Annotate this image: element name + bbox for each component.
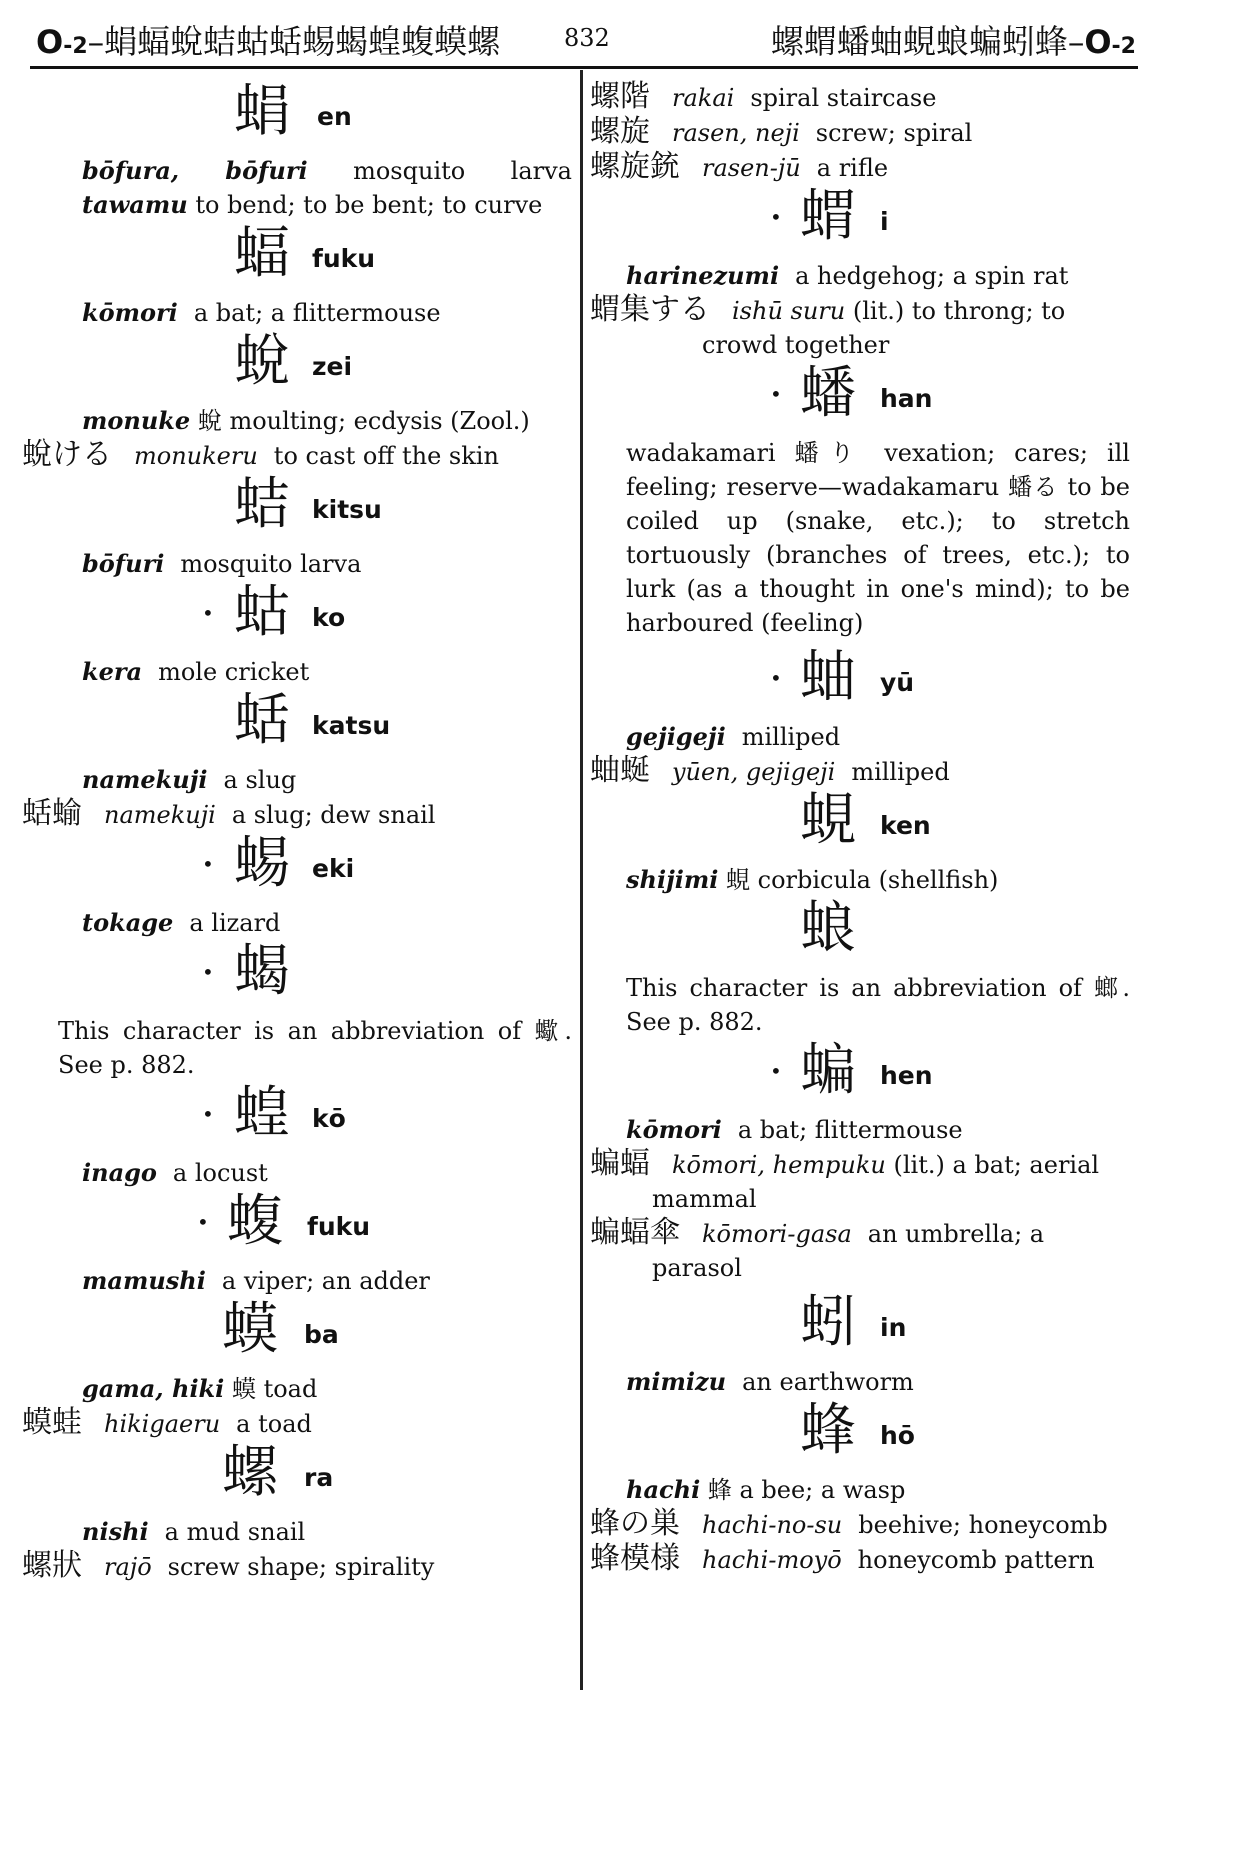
bullet-mark: • [202, 852, 214, 876]
compound-line: 蛞蝓 namekuji a slug; dew snail [22, 796, 436, 831]
entry-katsu-abbrev [22, 940, 572, 1082]
entry-reading: yū [880, 668, 915, 697]
left-column [22, 80, 572, 1584]
entry-reading: han [880, 384, 933, 413]
entry-character: 蟆 [222, 1297, 278, 1362]
bullet-mark: • [197, 1210, 209, 1234]
bullet-mark: • [770, 666, 782, 690]
page-header [36, 6, 1136, 66]
definition-line: bōfura, bōfuri mosquito larva [82, 156, 572, 185]
bullet-mark: • [202, 601, 214, 625]
bullet-mark: • [770, 1059, 782, 1083]
compound-line: 螺旋銃 rasen-jū a rifle [590, 149, 889, 184]
entry-fuku [22, 222, 572, 330]
entry-character: 蛄 [234, 580, 290, 645]
bullet-mark: • [202, 960, 214, 984]
column-divider [580, 70, 583, 1690]
entry-character: 蝠 [234, 221, 290, 286]
entry-ko-locust [22, 1082, 572, 1190]
entry-katsu [22, 689, 572, 832]
definition-line: hachi 蜂 a bee; a wasp [626, 1475, 906, 1504]
entry-character: 蝟 [800, 184, 856, 249]
entry-ra [22, 1441, 572, 1584]
entry-character: 蜂 [800, 1398, 856, 1463]
definition-line: kōmori a bat; flittermouse [626, 1115, 963, 1144]
entry-reading: ba [304, 1320, 339, 1349]
note-paragraph: This character is an abbreviation of 蠍. See p. 882. [58, 1017, 572, 1079]
entry-ba [22, 1298, 572, 1441]
entry-i [590, 185, 1130, 362]
entry-reading: kō [312, 1104, 346, 1133]
entry-reading: ra [304, 1463, 334, 1492]
entry-character: 蛻 [234, 329, 290, 394]
entry-character: 蜆 [800, 788, 856, 853]
entry-reading: kitsu [312, 495, 382, 524]
header-right [771, 16, 1136, 63]
entry-character: 蚰 [800, 645, 856, 710]
entry-character: 蚓 [800, 1290, 856, 1355]
definition-line: inago a locust [82, 1158, 268, 1187]
entry-character: 螺 [222, 1440, 278, 1505]
entry-zei [22, 330, 572, 473]
entry-kitsu [22, 473, 572, 581]
note-paragraph: This character is an abbreviation of 螂. See p. 882. [626, 974, 1130, 1036]
entry-reading: hen [880, 1061, 933, 1090]
compound-line: 蝟集する ishū suru (lit.) to throng; to crowd together [590, 292, 1066, 359]
entry-reading: katsu [312, 711, 391, 740]
entry-reading: en [317, 102, 352, 131]
definition-line: shijimi 蜆 corbicula (shellfish) [626, 865, 999, 894]
entry-reading: in [880, 1313, 907, 1342]
definition-line: monuke 蛻 moulting; ecdysis (Zool.) [82, 406, 530, 435]
entry-reading: fuku [307, 1212, 371, 1241]
entry-en [22, 80, 572, 222]
entry-character: 蝮 [227, 1189, 283, 1254]
bullet-mark: • [202, 1102, 214, 1126]
header-right-chars: 螺蝟蟠蚰蜆蜋蝙蚓蜂– [770, 22, 1085, 61]
entry-character: 蝎 [234, 939, 290, 1004]
header-left [36, 16, 500, 63]
compound-line: 蜂模様 hachi-moyō honeycomb pattern [590, 1541, 1095, 1576]
definition-line: mamushi a viper; an adder [82, 1266, 430, 1295]
continued-compounds [590, 80, 1130, 185]
entry-reading: hō [880, 1421, 915, 1450]
entry-in [590, 1291, 1130, 1399]
compound-line: 蛻ける monukeru to cast off the skin [22, 437, 499, 472]
entry-reading: ko [312, 603, 346, 632]
compound-line: 螺階 rakai spiral staircase [590, 79, 937, 114]
definition-line: bōfuri mosquito larva [82, 549, 362, 578]
compound-line: 螺狀 rajō screw shape; spirality [22, 1548, 435, 1583]
entry-character: 蜎 [234, 79, 290, 144]
entry-character: 蛣 [234, 472, 290, 537]
definition-line: gejigeji milliped [626, 722, 841, 751]
compound-line: 蟆蛙 hikigaeru a toad [22, 1405, 312, 1440]
header-rule [30, 66, 1138, 69]
definition-line: harinezumi a hedgehog; a spin rat [626, 261, 1069, 290]
entry-reading: fuku [312, 244, 376, 273]
compound-line: 螺旋 rasen, neji screw; spiral [590, 114, 973, 149]
entry-reading: zei [312, 352, 353, 381]
entry-ken [590, 789, 1130, 897]
compound-line: 蝙蝠傘 kōmori-gasa an umbrella; a parasol [590, 1215, 1045, 1282]
right-column [590, 80, 1130, 1577]
bullet-mark: • [770, 382, 782, 406]
definition-line: gama, hiki 蟆 toad [82, 1374, 318, 1403]
entry-character: 蟠 [800, 361, 856, 426]
definition-line: kera mole cricket [82, 657, 310, 686]
definition-line: tawamu to bend; to be bent; to curve [82, 190, 543, 219]
bullet-mark: • [770, 205, 782, 229]
entry-reading: ken [880, 811, 931, 840]
entry-character: 蛞 [234, 688, 290, 753]
entry-character: 蝗 [234, 1081, 290, 1146]
section-label-right: O-2 [1084, 23, 1136, 61]
entry-eki [22, 832, 572, 940]
entry-reading: i [880, 207, 889, 236]
entry-ho [590, 1399, 1130, 1577]
entry-reading: eki [312, 854, 355, 883]
entry-ro-abbrev [590, 897, 1130, 1039]
definition-line: tokage a lizard [82, 908, 281, 937]
definition-line: mimizu an earthworm [626, 1367, 914, 1396]
entry-han [590, 362, 1130, 640]
section-label-left: O-2 [36, 23, 88, 61]
definition-paragraph: wadakamari 蟠り vexation; cares; ill feeling; reserve—wadakamaru 蟠る to be coiled up (snake, etc.); to stretch tortuously (branches of trees, etc.); to lurk (as a thought in one's mind); to be harboured (feeling) [626, 439, 1130, 637]
definition-line: namekuji a slug [82, 765, 297, 794]
entry-character: 蜴 [234, 831, 290, 896]
compound-line: 蚰蜒 yūen, gejigeji milliped [590, 753, 950, 788]
compound-line: 蜂の巣 hachi-no-su beehive; honeycomb [590, 1506, 1108, 1541]
entry-ko [22, 581, 572, 689]
entry-character: 蝙 [800, 1038, 856, 1103]
definition-line: kōmori a bat; a flittermouse [82, 298, 441, 327]
page-number: 832 [564, 24, 610, 52]
entry-hen [590, 1039, 1130, 1285]
entry-yu [590, 646, 1130, 789]
definition-line: nishi a mud snail [82, 1517, 306, 1546]
entry-character: 蜋 [800, 896, 856, 961]
entry-fuku-viper [22, 1190, 572, 1298]
compound-line: 蝙蝠 kōmori, hempuku (lit.) a bat; aerial mammal [590, 1146, 1100, 1213]
header-left-chars: –蜎蝠蛻蛣蛄蛞蜴蝎蝗蝮蟆螺 [87, 22, 501, 61]
